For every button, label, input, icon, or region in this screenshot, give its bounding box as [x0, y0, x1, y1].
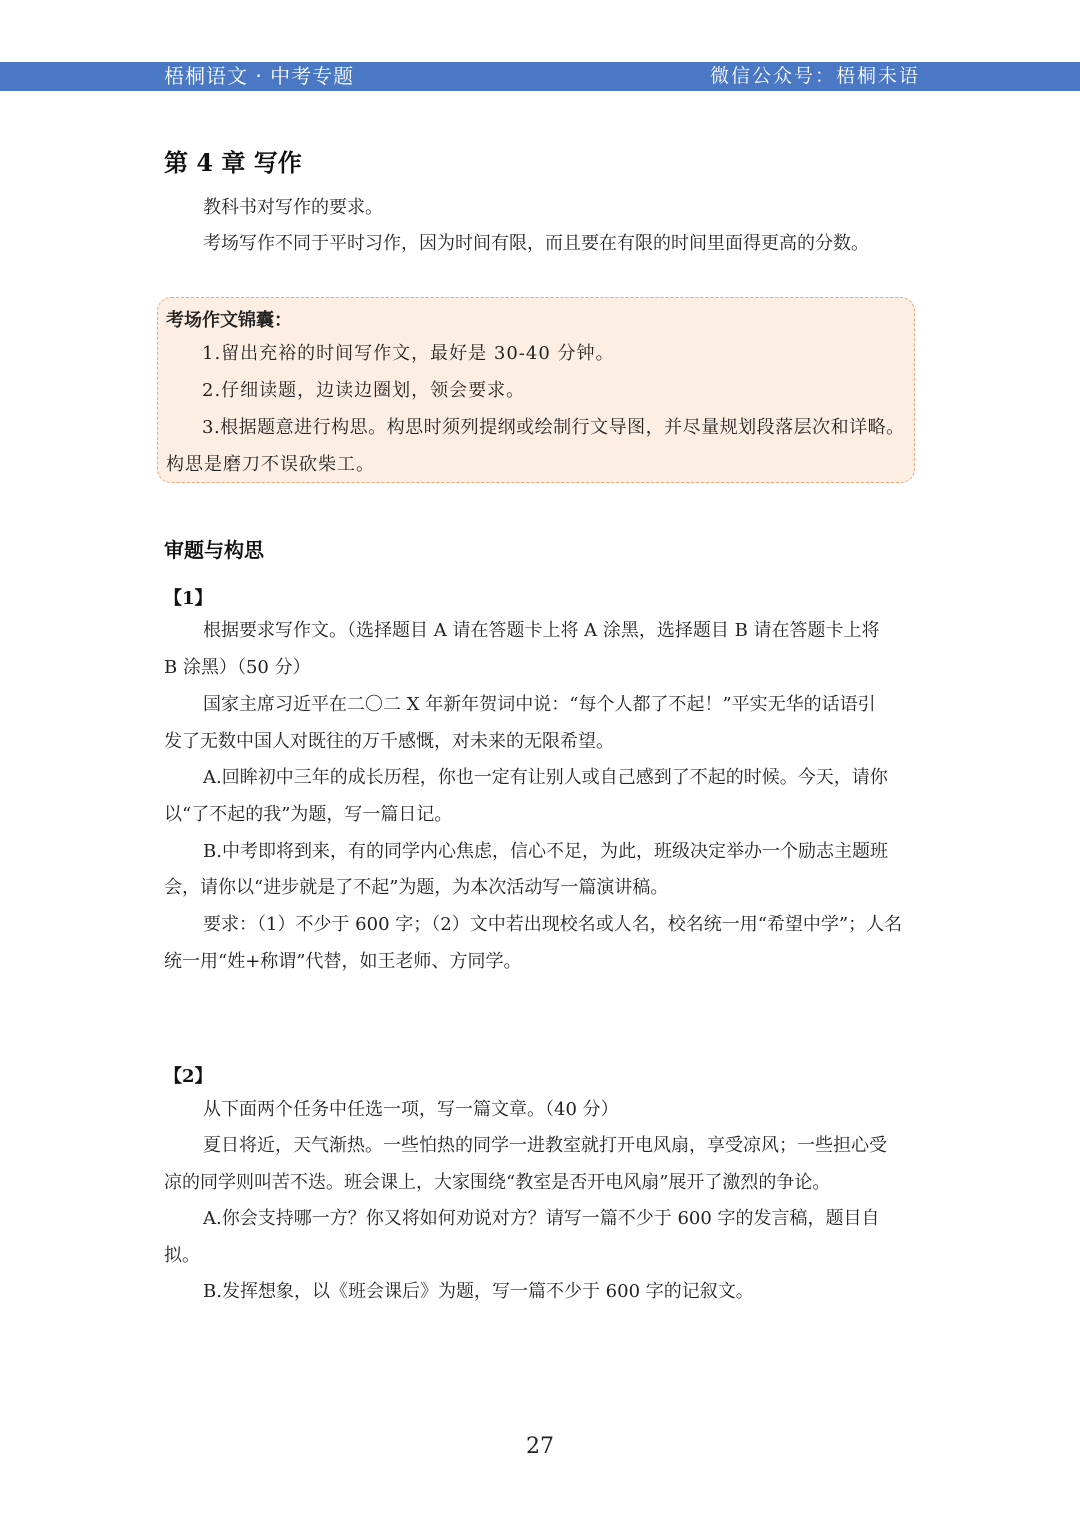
tips-line-2: 2.仔细读题，边读边圈划，领会要求。	[202, 380, 526, 401]
question-1-line-2: B 涂黑）（50 分）	[164, 657, 311, 678]
question-2-line-5: 拟。	[164, 1245, 200, 1266]
chapter-title: 第 4 章 写作	[164, 148, 302, 177]
question-2-line-3: 凉的同学则叫苦不迭。班会课上，大家围绕“教室是否开电风扇”展开了激烈的争论。	[164, 1172, 831, 1193]
question-2-line-2: 夏日将近，天气渐热。一些怕热的同学一进教室就打开电风扇，享受凉风；一些担心受	[203, 1135, 887, 1156]
tips-line-3: 3.根据题意进行构思。构思时须列提纲或绘制行文导图，并尽量规划段落层次和详略。	[202, 417, 905, 438]
tips-line-1: 1.留出充裕的时间写作文，最好是 30-40 分钟。	[202, 343, 615, 364]
question-1-line-3: 国家主席习近平在二〇二 X 年新年贺词中说：“每个人都了不起！”平实无华的话语引	[203, 694, 876, 715]
page-number: 27	[526, 1434, 554, 1459]
question-1-line-5: A.回眸初中三年的成长历程，你也一定有让别人或自己感到了不起的时候。今天，请你	[203, 767, 888, 788]
section-title: 审题与构思	[164, 538, 264, 562]
question-1-line-1: 根据要求写作文。（选择题目 A 请在答题卡上将 A 涂黑，选择题目 B 请在答题卡上将	[203, 620, 880, 641]
question-1-line-8: 会，请你以“进步就是了不起”为题，为本次活动写一篇演讲稿。	[164, 877, 669, 898]
header-wechat-account: 微信公众号：梧桐未语	[709, 65, 920, 87]
header-bar	[0, 62, 1080, 91]
tips-line-4: 构思是磨刀不误砍柴工。	[166, 454, 375, 475]
question-1-line-6: 以“了不起的我”为题，写一篇日记。	[164, 804, 453, 825]
question-2-line-6: B.发挥想象，以《班会课后》为题，写一篇不少于 600 字的记叙文。	[203, 1281, 754, 1302]
question-2-line-4: A.你会支持哪一方？你又将如何劝说对方？请写一篇不少于 600 字的发言稿，题目自	[203, 1208, 880, 1229]
question-2-label: 【2】	[164, 1066, 213, 1087]
question-1-line-9: 要求：（1）不少于 600 字；（2）文中若出现校名或人名，校名统一用“希望中学”；人名	[203, 914, 903, 935]
question-1-label: 【1】	[164, 588, 213, 609]
question-2-line-1: 从下面两个任务中任选一项，写一篇文章。（40 分）	[203, 1099, 619, 1120]
tips-title: 考场作文锦囊：	[166, 310, 292, 331]
question-1-line-7: B.中考即将到来，有的同学内心焦虑，信心不足，为此，班级决定举办一个励志主题班	[203, 841, 888, 862]
question-1-line-4: 发了无数中国人对既往的万千感慨，对未来的无限希望。	[164, 731, 614, 752]
intro-line-1: 教科书对写作的要求。	[203, 197, 383, 218]
question-1-line-10: 统一用“姓+称谓”代替，如王老师、方同学。	[164, 951, 522, 972]
intro-line-2: 考场写作不同于平时习作，因为时间有限，而且要在有限的时间里面得更高的分数。	[203, 233, 869, 254]
tips-box	[157, 297, 915, 483]
header-series-title: 梧桐语文 · 中考专题	[164, 64, 355, 88]
